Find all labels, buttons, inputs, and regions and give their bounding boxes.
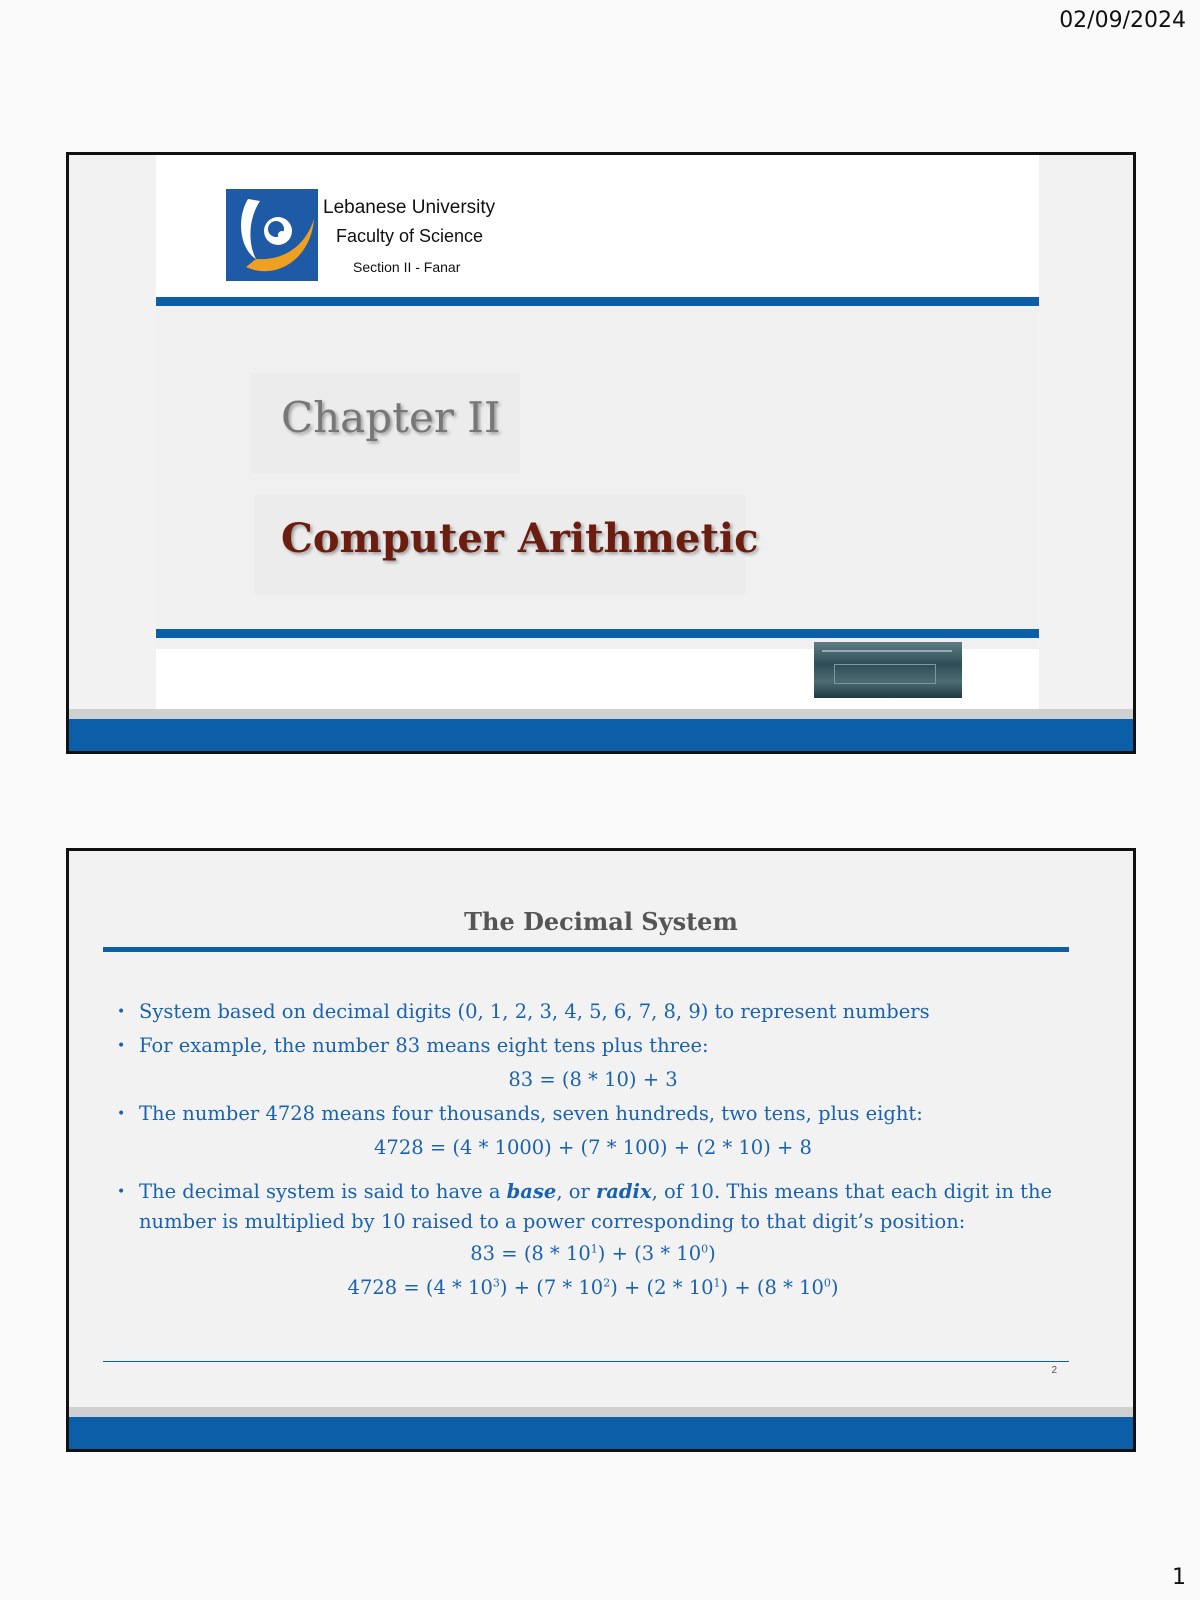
lab-photo-icon <box>814 642 962 698</box>
slide-title <box>66 152 1136 754</box>
equation-4: $4728 = (4 * 10^3) + (7 * 10^2) + (2 * 10^1) + (8 * 10^0)$ <box>347 1276 839 1299</box>
page-number: 1 <box>1172 1565 1186 1590</box>
equation-1: 83 = (8 * 10) + 3 <box>508 1068 678 1091</box>
bullet-1: • System based on decimal digits (0, 1, 2, 3, 4, 5, 6, 7, 8, 9) to represent numbers <box>113 995 1073 1029</box>
slide-footer-gray <box>69 1407 1133 1417</box>
footer-rule <box>156 629 1039 638</box>
equation-3: $83 = (8 * 10^1) + (3 * 10^0)$ <box>470 1242 716 1265</box>
slide-footer-gray <box>69 709 1133 719</box>
keyword-base: base <box>506 1180 557 1203</box>
faculty-name: Faculty of Science <box>336 226 484 246</box>
slide-body <box>113 995 1073 1305</box>
university-name: Lebanese University <box>323 197 496 218</box>
bullet-4-post: , of 10. This means that each digit in the number is multiplied by 10 raised to a power corresponding to that digit’s position: <box>139 1180 1053 1233</box>
slide-footer-blue <box>69 719 1133 751</box>
bullet-4-pre: The decimal system is said to have a <box>139 1180 507 1203</box>
keyword-radix: radix <box>596 1180 652 1203</box>
slide-footer-blue <box>69 1417 1133 1449</box>
bullet-3: • The number 4728 means four thousands, seven hundreds, two tens, plus eight: <box>113 1097 1073 1131</box>
header-rule <box>156 297 1039 306</box>
slide-number: 2 <box>1051 1365 1057 1376</box>
subject-title: Computer Arithmetic <box>281 515 759 562</box>
university-logo-icon <box>226 189 318 281</box>
page-date: 02/09/2024 <box>1059 8 1186 33</box>
slide-decimal-system <box>66 848 1136 1452</box>
footer-thin-rule <box>103 1361 1069 1362</box>
equation-2: 4728 = (4 * 1000) + (7 * 100) + (2 * 10) + 8 <box>374 1136 812 1159</box>
title-rule <box>103 947 1069 952</box>
bullet-2: • For example, the number 83 means eight tens plus three: <box>113 1029 1073 1063</box>
section-name: Section II - Fanar <box>353 259 461 275</box>
slide-title-text: The Decimal System <box>464 907 738 936</box>
bullet-4-mid: , or <box>556 1180 596 1203</box>
bullet-4 <box>113 1177 1073 1237</box>
chapter-title: Chapter II <box>281 393 501 442</box>
